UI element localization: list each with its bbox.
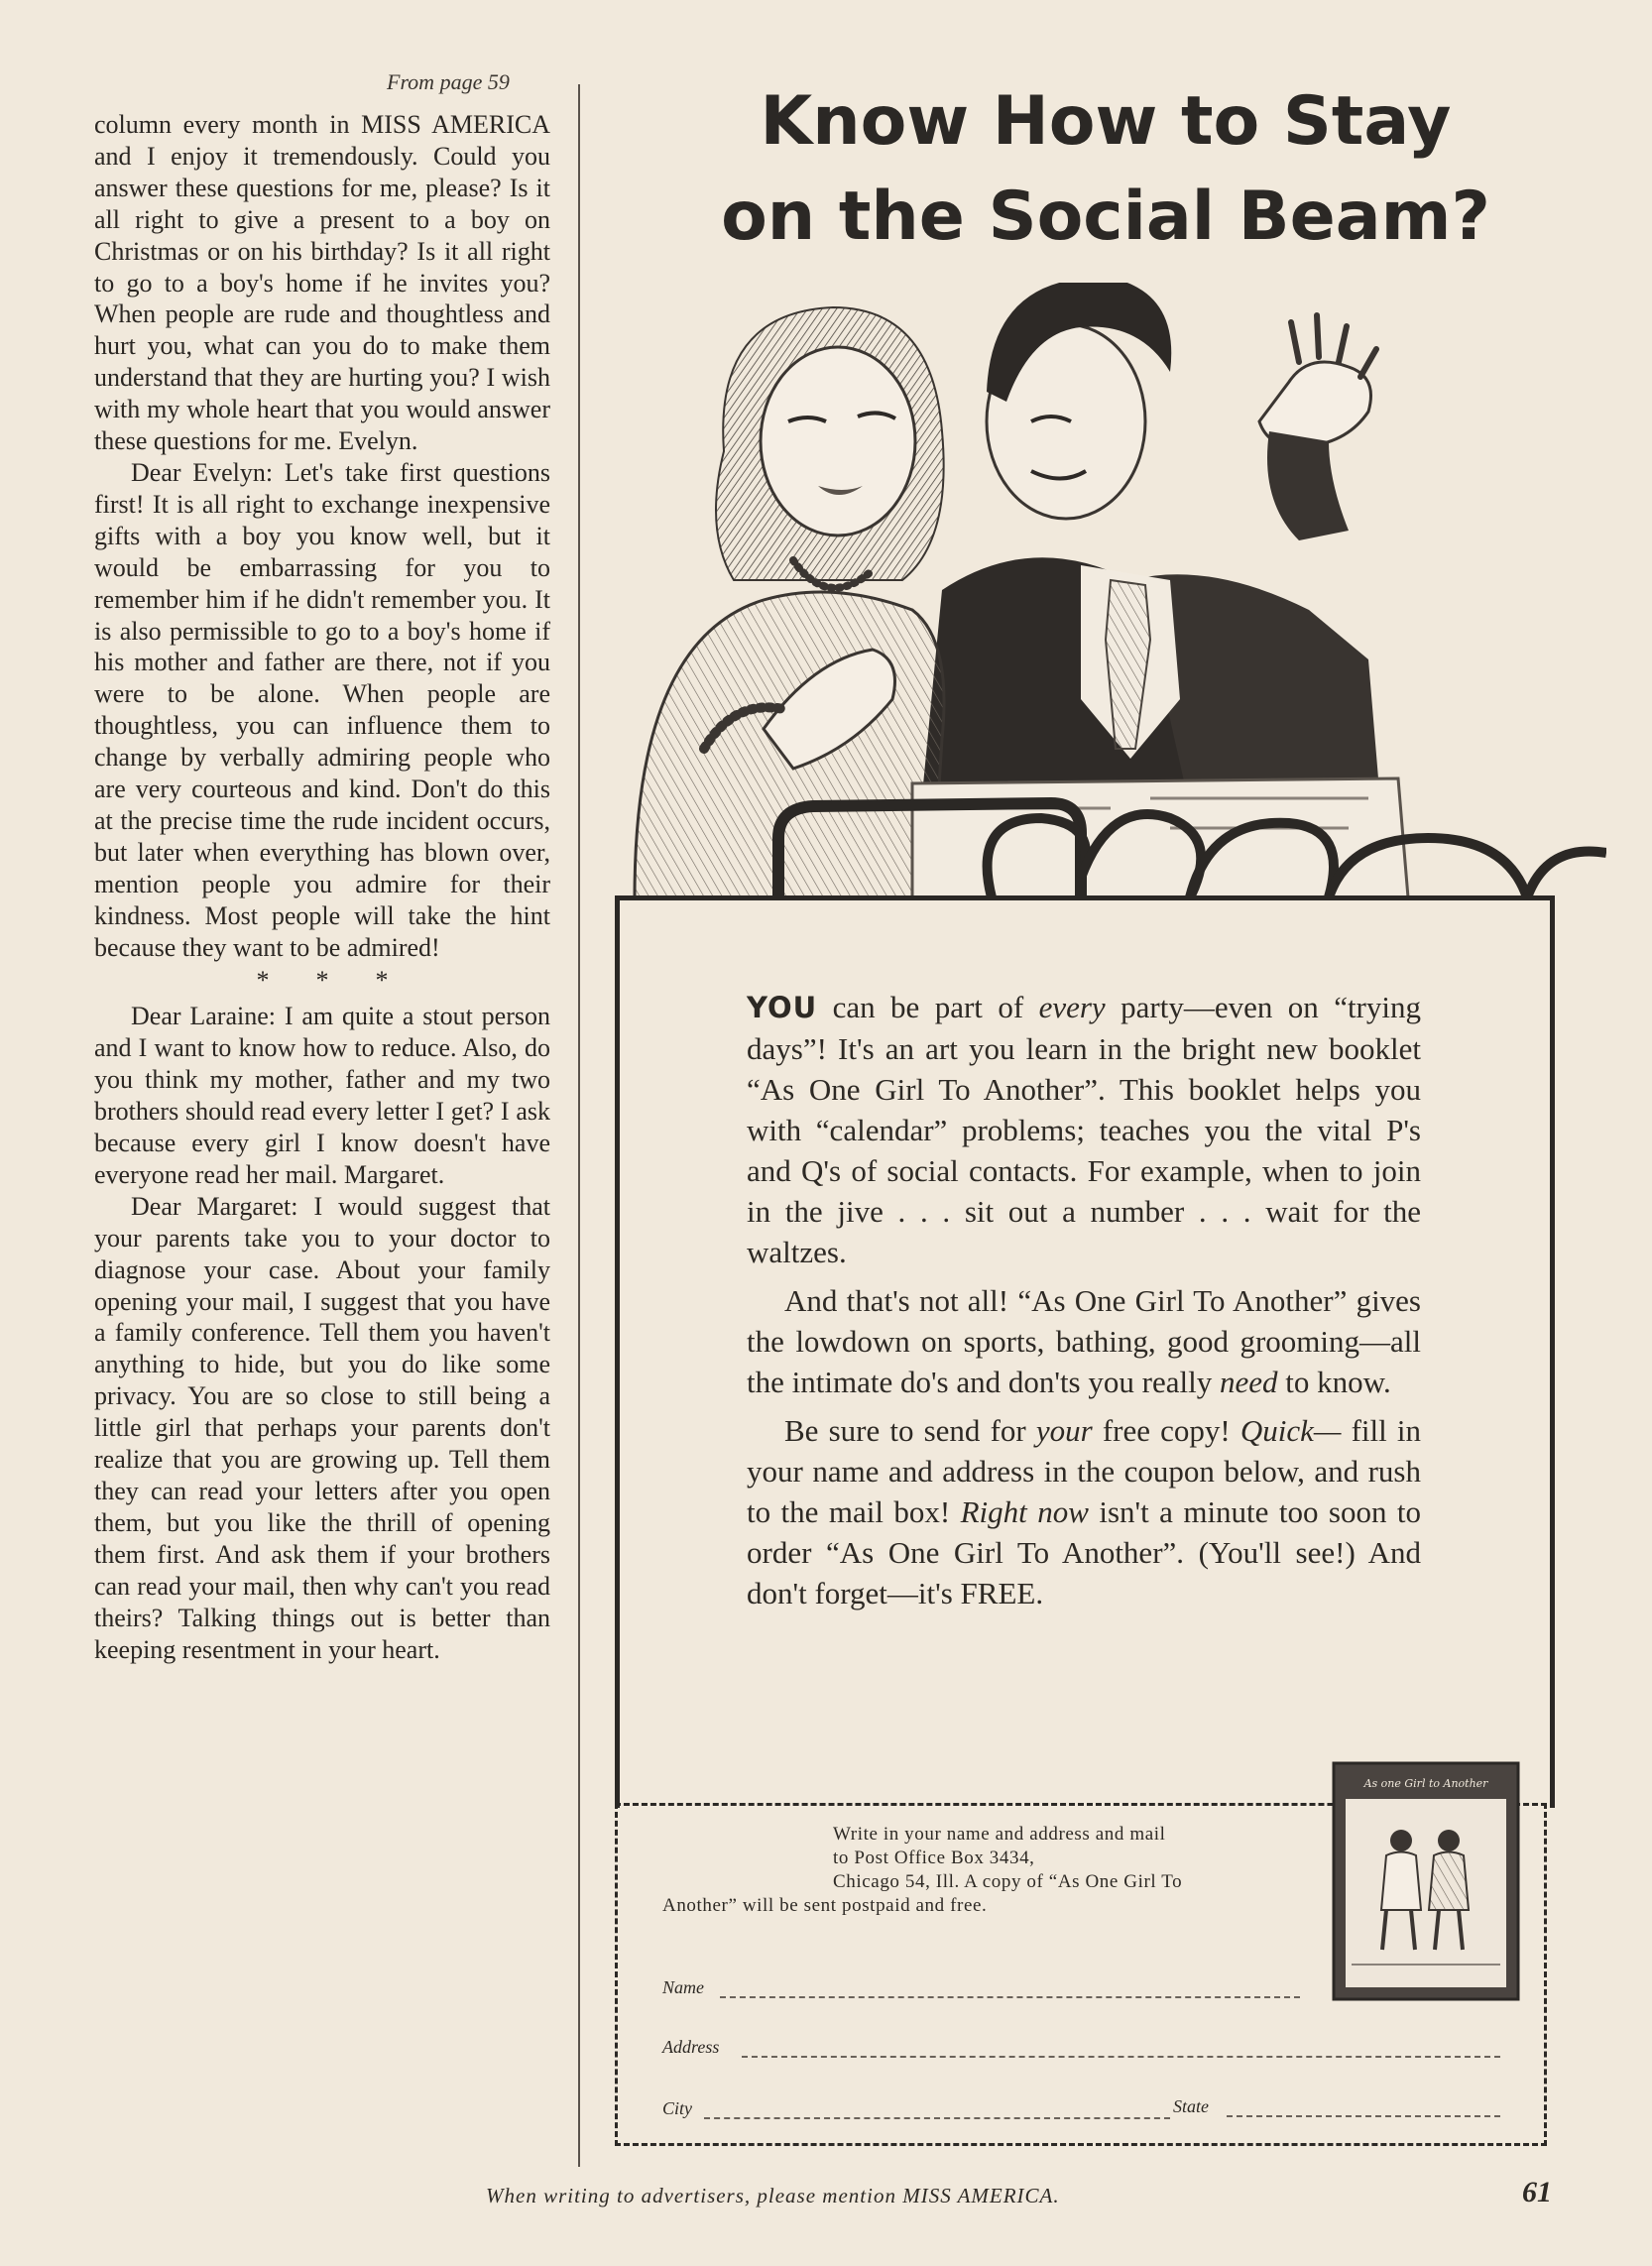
booklet-cover-image bbox=[1332, 1761, 1520, 2001]
reply-evelyn: Dear Evelyn: Let's take first questions first! It is all right to exchange inexpensive gifts with a boy you know well, but it would be embarrassing for you to remember him if he didn't remember you. It is also permissible to go to a boy's home if his mother and father are there, not if you were to be alone. When people are thoughtless, you can influence them to change by verbally admiring people who are very courteous and kind. Don't do this at the precise time the rude incident occurs, but later when everything has blown over, mention people you admire for their kindness. Most people will take the hint because they want to be admired! bbox=[94, 457, 550, 962]
ad-paragraph-3: Be sure to send for your free copy! Quick— fill in your name and address in the coupon below, and rush to the mail box! Right now isn't a minute too soon to order “As One Girl To Another”. (You'll see!) And don't forget—it's FREE. bbox=[747, 1413, 1422, 1610]
name-field[interactable] bbox=[720, 1996, 1300, 1998]
address-field[interactable] bbox=[742, 2056, 1500, 2058]
city-field[interactable] bbox=[704, 2117, 1170, 2119]
coupon-instructions: Write in your name and address and mail to Post Office Box 3434, Chicago 54, Ill. A copy of “As One Girl To bbox=[833, 1824, 1183, 1892]
ad-paragraph-1: YOU can be part of every party—even on “trying days”! It's an art you learn in the bright new booklet “As One Girl To Another”. This booklet helps you with “calendar” problems; teaches you the vital P's and Q's of social contacts. For example, when to join in the jive . . . sit out a number . . . wait for the waltzes. bbox=[747, 990, 1421, 1269]
letter-margaret: Dear Laraine: I am quite a stout person and I want to know how to reduce. Also, do you think my mother, father and my two brothers should read every letter I get? I ask because every girl I know doesn't have everyone read her mail. Margaret. bbox=[94, 1002, 550, 1189]
continuation-note: From page 59 bbox=[387, 69, 510, 94]
ad-copy bbox=[747, 987, 1421, 1621]
state-field[interactable] bbox=[1227, 2115, 1500, 2117]
footer-note: When writing to advertisers, please mention MISS AMERICA. bbox=[486, 2184, 1060, 2207]
svg-text:As one Girl to Another: As one Girl to Another bbox=[1363, 1777, 1488, 1790]
state-label: State bbox=[1173, 2096, 1209, 2116]
couple-illustration bbox=[615, 283, 1606, 897]
ad-paragraph-2: And that's not all! “As One Girl To Another” gives the lowdown on sports, bathing, good grooming—all the intimate do's and don'ts you really need to know. bbox=[747, 1283, 1421, 1399]
letter-evelyn: column every month in MISS AMERICA and I enjoy it tremendously. Could you answer these questions for me, please? Is it all right to give a present to a boy on Christmas or on his birthday? Is it all right to go to a boy's home if he invites you? When people are rude and thoughtless and hurt you, what can you do to make them understand that they are hurting you? I wish with my whole heart that you would answer these questions for me. Evelyn. bbox=[94, 110, 550, 456]
address-label: Address bbox=[662, 2037, 720, 2057]
name-label: Name bbox=[662, 1977, 704, 1997]
city-label: City bbox=[662, 2098, 692, 2118]
separator-stars: * * * bbox=[256, 966, 389, 996]
advice-column bbox=[94, 109, 550, 1665]
reply-margaret: Dear Margaret: I would suggest that your parents take you to your doctor to diagnose your case. About your family opening your mail, I suggest that you have a family conference. Tell them you haven't anything to hide, but you do like some privacy. You are so close to still being a little girl that perhaps your parents don't realize that you are growing up. Tell them they can read your letters after you open them, but you like the thrill of opening them first. And ask them if your brothers can read your mail, then why can't you read theirs? Talking things out is better than keeping resentment in your heart. bbox=[94, 1191, 550, 1664]
column-divider bbox=[578, 84, 580, 2167]
ad-headline: Know How to Stay on the Social Beam? bbox=[721, 82, 1490, 256]
coupon-instructions-end: Another” will be sent postpaid and free. bbox=[662, 1895, 988, 1916]
page-number: 61 bbox=[1522, 2176, 1552, 2208]
